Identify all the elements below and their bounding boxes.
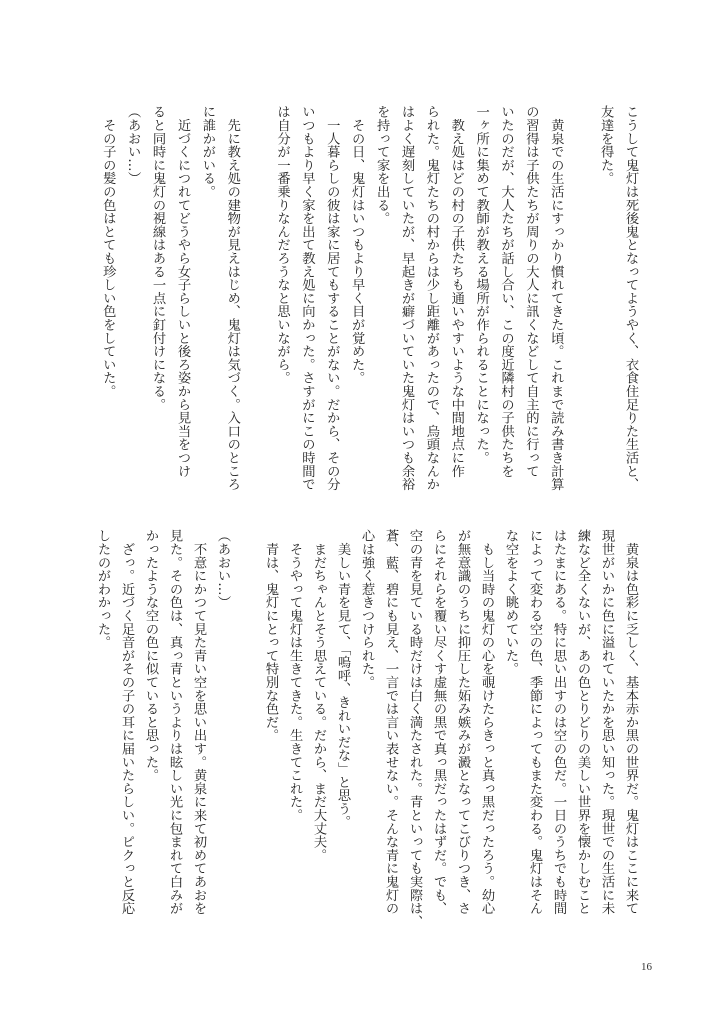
- text-line: こうして鬼灯は死後鬼となってようやく、衣食住足りた生活と、: [623, 105, 638, 491]
- text-line: 先に教え処の建物が見えはじめ、鬼灯は気づく。入口のところ: [224, 105, 240, 491]
- text-block-lower: [90, 529, 642, 929]
- text-line: [244, 105, 269, 505]
- text-line: その日、鬼灯はいつもより早く目が覚めた。: [349, 105, 365, 385]
- text-line: 見た。その色は、真っ青というよりは眩しい光に包まれて白みが: [167, 529, 182, 915]
- text-line: られた。鬼灯たちの村からは少し距離があったので、烏頭なんか: [423, 105, 439, 491]
- text-line: いつもより早く家を出て教え処に向かった。さすがにこの時間で: [299, 105, 315, 491]
- text-line: 黄泉での生活にすっかり慣れてきた頃。これまで読み書き計算: [548, 105, 564, 491]
- text-line: はよく遅刻していたが、早起きが癖づいていた鬼灯はいつも余裕: [398, 105, 414, 491]
- text-line: の習得は子供たちが周りの大人に訊くなどして自主的に行って: [523, 105, 539, 478]
- text-line: したのがわかった。: [95, 529, 110, 649]
- text-line: 友達を得た。: [598, 105, 614, 185]
- text-line: かったような空の色に似ていると思った。: [143, 529, 158, 782]
- text-line: 近づくにつれてどうやら女子らしいと後ろ姿から見当をつけ: [174, 105, 190, 478]
- text-line: （あおい…）: [125, 105, 141, 185]
- text-line: 黄泉は色彩に乏しく、基本赤か黒の世界だ。鬼灯はここに来て: [623, 529, 638, 915]
- text-line: いたのだが、大人たちが話し合い、この度近隣村の子供たちを: [498, 105, 514, 478]
- text-line: そうやって鬼灯は生きてきた。生きてこれた。: [287, 529, 302, 822]
- text-line: はたまにある。特に思い出すのは空の色だ。一日のうちでも時間: [551, 529, 566, 915]
- text-line: 青は、鬼灯にとって特別な色だ。: [263, 529, 278, 742]
- text-line: その子の髪の色はとても珍しい色をしていた。: [100, 105, 116, 398]
- text-line: な空をよく眺めていた。: [503, 529, 518, 676]
- page-number: 16: [641, 961, 652, 973]
- text-line: （あおい…）: [215, 529, 230, 609]
- text-line: [234, 529, 258, 929]
- text-line: が無意識のうちに抑圧した妬み嫉みが澱となってこびりつき、さ: [455, 529, 470, 915]
- text-line: 蒼、藍、碧にも見え、一言では言い表せない。そんな青に鬼灯の: [383, 529, 398, 915]
- text-line: 不意にかつて見た青い空を思い出す。黄泉に来て初めてあおを: [191, 529, 206, 915]
- text-line: 一人暮らしの彼は家に居てもすることがない。だから、その分: [324, 105, 340, 491]
- text-line: を持って家を出る。: [374, 105, 390, 225]
- text-line: ざっ。近づく足音がその子の耳に届いたらしい。ピクっと反応: [119, 529, 134, 915]
- text-line: ると同時に鬼灯の視線はある一点に釘付けになる。: [150, 105, 166, 411]
- text-line: は自分が一番乗りなんだろうなと思いながら。: [274, 105, 290, 385]
- text-line: らにそれらを覆い尽くす虚無の黒で真っ黒だったはずだ。でも、: [431, 529, 446, 915]
- text-line: 心は強く惹きつけられた。: [359, 529, 374, 689]
- text-line: 教え処はどの村の子供たちも通いやすいような中間地点に作: [448, 105, 464, 478]
- text-line: 一ヶ所に集めて教師が教える場所が作られることになった。: [473, 105, 489, 465]
- text-line: 現世がいかに色に溢れていたかを思い知った。現世での生活に未: [599, 529, 614, 915]
- text-line: もし当時の鬼灯の心を覗けたらきっと真っ黒だったろう。幼心: [479, 529, 494, 915]
- text-line: 美しい青を見て、「嗚呼、きれいだな」と思う。: [335, 529, 350, 829]
- text-line: 空の青を見ている時だけは白く満たされた。青といっても実際は、: [407, 529, 422, 928]
- text-line: まだちゃんとそう思えている。だから、まだ大丈夫。: [311, 529, 326, 862]
- text-line: によって変わる空の色、季節によってもまた変わる。鬼灯はそん: [527, 529, 542, 915]
- text-block-upper: [94, 105, 642, 505]
- text-line: [567, 105, 592, 505]
- text-line: 練など全くないが、あの色とりどりの美しい世界を懐かしむこと: [575, 529, 590, 915]
- text-line: に誰かがいる。: [199, 105, 215, 199]
